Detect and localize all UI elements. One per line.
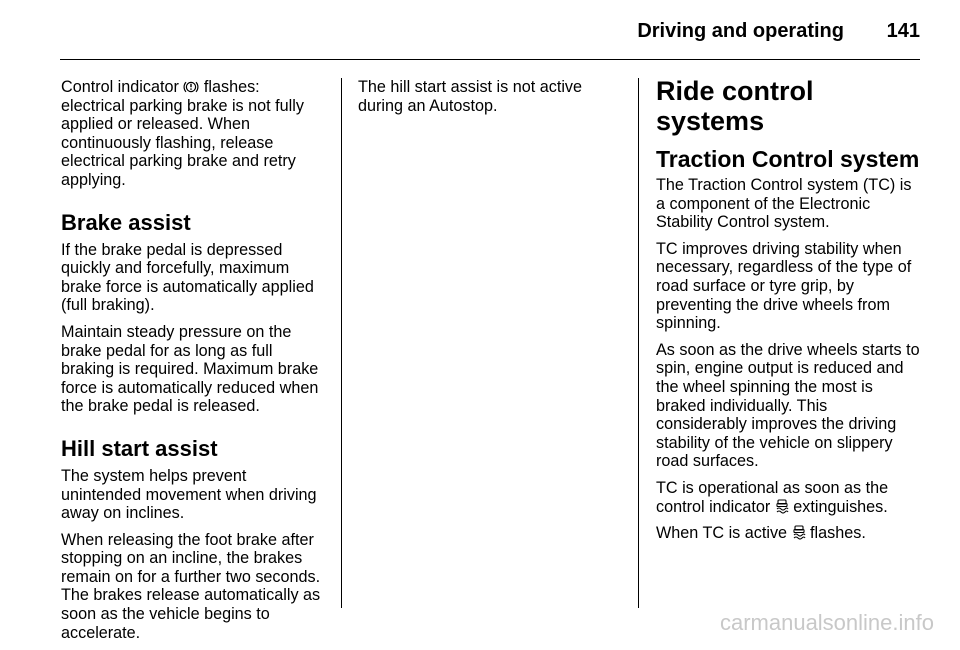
brake-assist-heading: Brake assist <box>61 209 191 235</box>
column-3 <box>656 76 922 551</box>
hill-start-paragraph-2: When releasing the foot brake after stopping on an incline, the brakes remain on for a further two seconds. The brakes release automatically as soon as the vehicle begins to accelerate. <box>61 530 321 642</box>
tc-paragraph-4: TC is operational as soon as the control indicator extinguishes. <box>656 478 889 516</box>
traction-control-icon <box>792 525 806 540</box>
ride-control-heading: Ride control systems <box>656 76 814 136</box>
header-rule <box>60 59 920 60</box>
brake-assist-paragraph-2: Maintain steady pressure on the brake pedal for as long as full braking is required. Maximum brake force is automatically reduced when the brake pedal is released. <box>61 322 319 416</box>
hill-start-paragraph-1: The system helps prevent unintended movement when driving away on inclines. <box>61 466 317 523</box>
brake-indicator-paragraph: Control indicator flashes: electrical parking brake is not fully applied or released. When continuously flashing, release electrical parking brake and retry applying. <box>61 78 304 189</box>
traction-control-heading: Traction Control system <box>656 146 920 172</box>
column-divider-2 <box>638 78 639 608</box>
page-number: 141 <box>886 20 920 42</box>
column-1 <box>61 78 326 650</box>
brake-assist-paragraph-1: If the brake pedal is depressed quickly and forcefully, maximum brake force is automatically applied (full braking). <box>61 240 314 315</box>
parking-brake-icon <box>183 80 199 94</box>
watermark: carmanualsonline.info <box>719 610 934 635</box>
hill-start-heading: Hill start assist <box>61 435 218 461</box>
tc-paragraph-2: TC improves driving stability when necessary, regardless of the type of road surface or tyre grip, by preventing the drive wheels from spinning. <box>656 239 912 333</box>
traction-control-icon <box>775 499 789 514</box>
section-title: Driving and operating <box>637 20 844 42</box>
tc-paragraph-1: The Traction Control system (TC) is a component of the Electronic Stability Control system. <box>656 176 912 232</box>
tc-paragraph-5: When TC is active flashes. <box>656 524 866 543</box>
tc-paragraph-3: As soon as the drive wheels starts to spin, engine output is reduced and the wheel spinning the most is braked individually. This considerably improves the driving stability of the vehicle on slippery road surfaces. <box>656 340 920 471</box>
column-2 <box>358 78 626 123</box>
column-divider-1 <box>341 78 342 608</box>
autostop-paragraph: The hill start assist is not active during an Autostop. <box>358 78 583 115</box>
